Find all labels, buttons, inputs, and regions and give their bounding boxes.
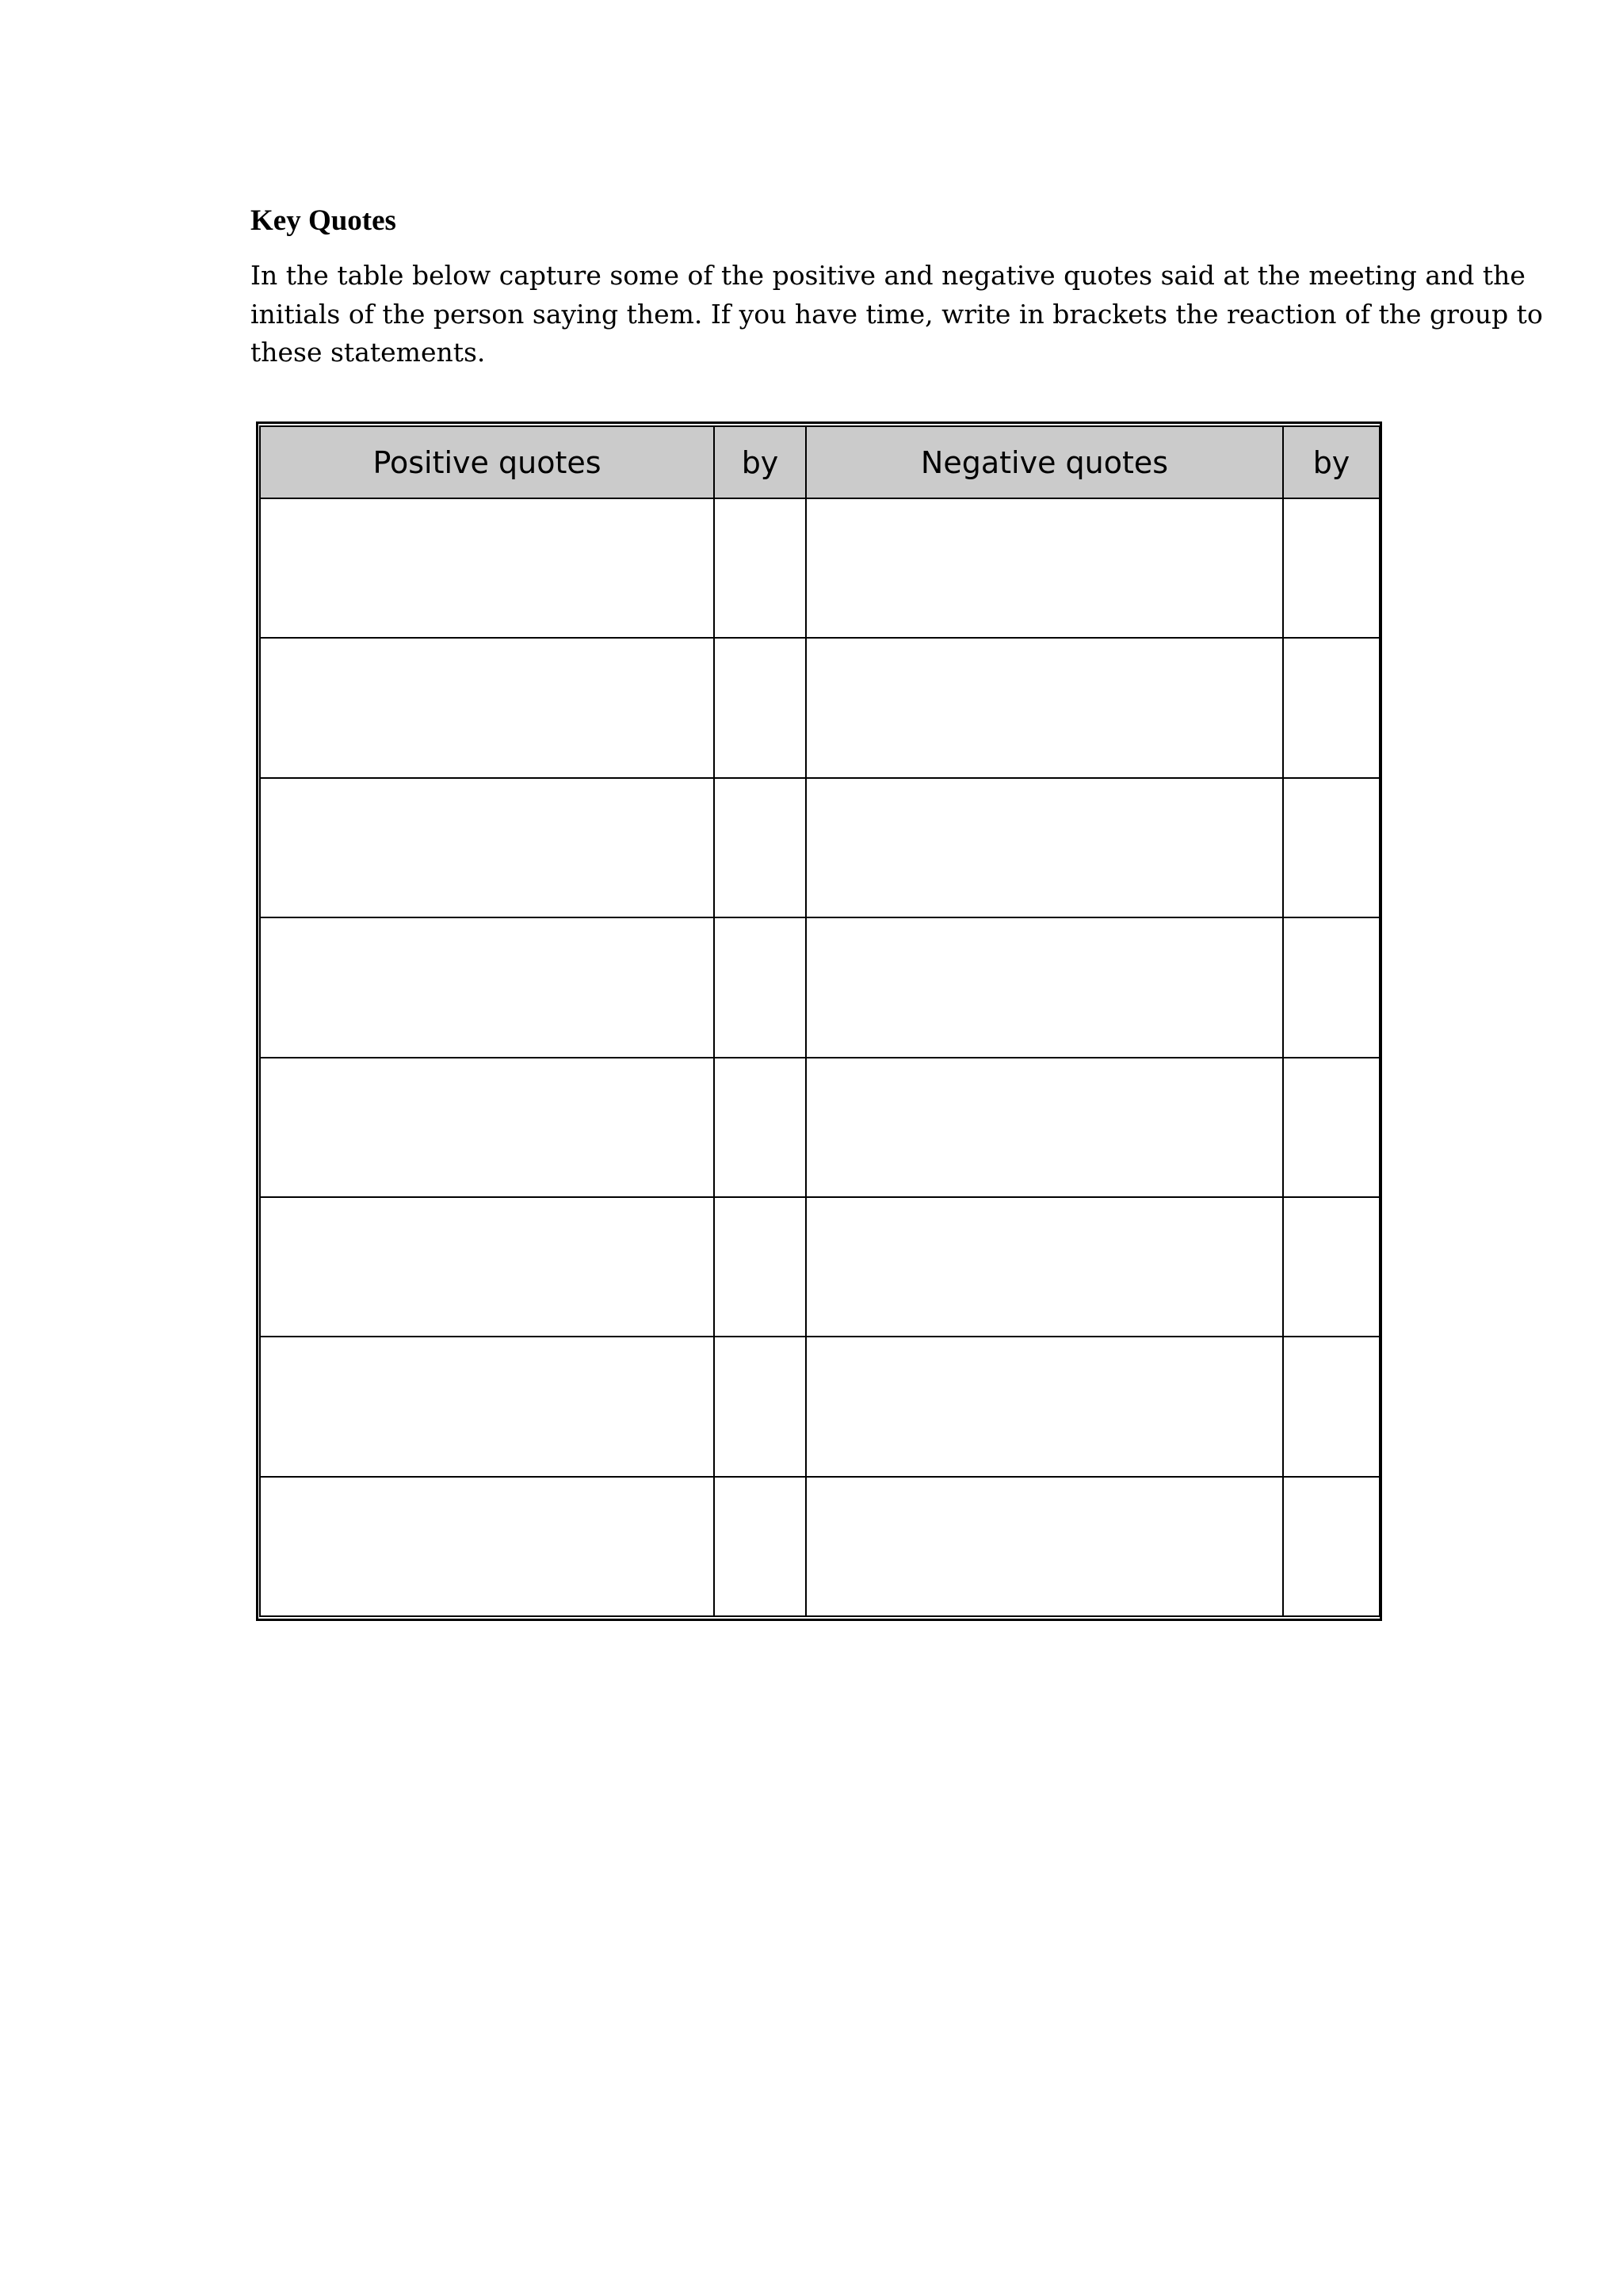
positive-by-cell[interactable] — [714, 1477, 806, 1616]
negative-by-cell[interactable] — [1283, 1197, 1380, 1337]
table-row — [260, 638, 1380, 777]
negative-quote-cell[interactable] — [806, 917, 1283, 1057]
positive-quote-cell[interactable] — [260, 1477, 714, 1616]
positive-by-cell[interactable] — [714, 1337, 806, 1476]
negative-by-cell[interactable] — [1283, 917, 1380, 1057]
table-row — [260, 778, 1380, 917]
header-negative-quotes: Negative quotes — [806, 426, 1283, 498]
negative-by-cell[interactable] — [1283, 1058, 1380, 1197]
negative-by-cell[interactable] — [1283, 778, 1380, 917]
negative-by-cell[interactable] — [1283, 1477, 1380, 1616]
positive-quote-cell[interactable] — [260, 1337, 714, 1476]
table-header-row — [260, 426, 1380, 498]
table-body — [260, 498, 1380, 1616]
quotes-table — [259, 425, 1381, 1617]
table-row — [260, 498, 1380, 638]
negative-by-cell[interactable] — [1283, 498, 1380, 638]
positive-quote-cell[interactable] — [260, 1058, 714, 1197]
negative-quote-cell[interactable] — [806, 778, 1283, 917]
negative-quote-cell[interactable] — [806, 638, 1283, 777]
table-row — [260, 1337, 1380, 1476]
negative-quote-cell[interactable] — [806, 498, 1283, 638]
negative-quote-cell[interactable] — [806, 1197, 1283, 1337]
table-row — [260, 1197, 1380, 1337]
section-heading: Key Quotes — [250, 204, 396, 237]
header-positive-by: by — [714, 426, 806, 498]
intro-line: these statements. — [250, 337, 486, 368]
negative-quote-cell[interactable] — [806, 1337, 1283, 1476]
table-row — [260, 917, 1380, 1057]
positive-by-cell[interactable] — [714, 638, 806, 777]
positive-quote-cell[interactable] — [260, 1197, 714, 1337]
positive-quote-cell[interactable] — [260, 778, 714, 917]
positive-by-cell[interactable] — [714, 498, 806, 638]
intro-line: initials of the person saying them. If you have time, write in brackets the reaction of the group to — [250, 298, 1543, 330]
positive-by-cell[interactable] — [714, 1058, 806, 1197]
intro-line: In the table below capture some of the positive and negative quotes said at the meeting and the — [250, 260, 1526, 291]
positive-by-cell[interactable] — [714, 778, 806, 917]
negative-by-cell[interactable] — [1283, 1337, 1380, 1476]
intro-paragraph — [250, 257, 1543, 372]
table-row — [260, 1477, 1380, 1616]
positive-quote-cell[interactable] — [260, 638, 714, 777]
positive-by-cell[interactable] — [714, 1197, 806, 1337]
positive-quote-cell[interactable] — [260, 917, 714, 1057]
negative-quote-cell[interactable] — [806, 1477, 1283, 1616]
table-row — [260, 1058, 1380, 1197]
header-negative-by: by — [1283, 426, 1380, 498]
positive-by-cell[interactable] — [714, 917, 806, 1057]
header-positive-quotes: Positive quotes — [260, 426, 714, 498]
positive-quote-cell[interactable] — [260, 498, 714, 638]
negative-by-cell[interactable] — [1283, 638, 1380, 777]
negative-quote-cell[interactable] — [806, 1058, 1283, 1197]
